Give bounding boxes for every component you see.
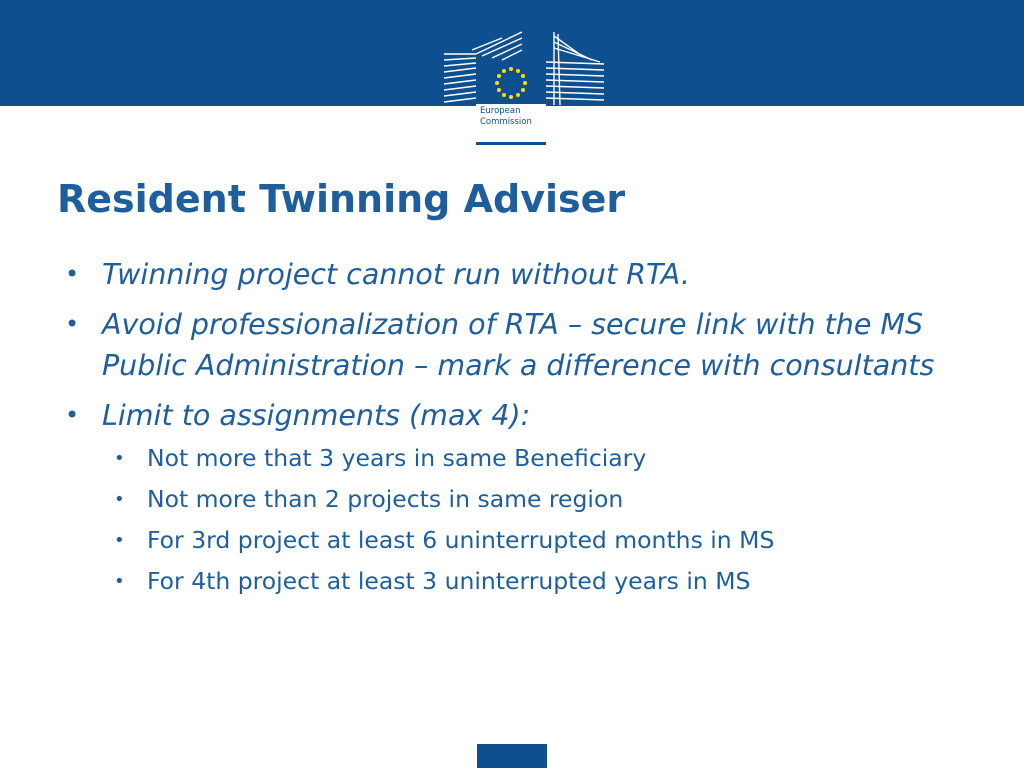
footer-flag-tab — [477, 744, 547, 768]
eu-flag-icon — [476, 62, 546, 104]
sub-bullet-item — [62, 520, 962, 561]
sub-bullet-dot-icon: • — [114, 530, 125, 551]
bullet-item — [62, 304, 962, 386]
bullet-text: Twinning project cannot run without RTA. — [102, 258, 690, 291]
bullet-dot-icon: • — [65, 401, 80, 429]
sub-bullet-dot-icon: • — [114, 571, 125, 592]
bullet-item — [62, 395, 962, 436]
bullet-text: Avoid professionalization of RTA – secure link with the MS Public Administration – mark a difference with consultants — [102, 308, 935, 382]
bullet-dot-icon: • — [65, 260, 80, 288]
logo-line-2: Commission — [480, 117, 532, 127]
bullet-list — [62, 254, 962, 602]
sub-bullet-dot-icon: • — [114, 448, 125, 469]
sub-bullet-item — [62, 561, 962, 602]
sub-bullet-item — [62, 479, 962, 520]
slide-title: Resident Twinning Adviser — [57, 177, 626, 221]
logo-wordmark — [480, 106, 544, 128]
bullet-text: Limit to assignments (max 4): — [102, 399, 531, 432]
sub-bullet-text: Not more that 3 years in same Beneficiary — [147, 444, 647, 472]
sub-bullet-text: Not more than 2 projects in same region — [147, 485, 624, 513]
logo-emblem-box — [476, 62, 546, 145]
sub-bullet-text: For 3rd project at least 6 uninterrupted months in MS — [147, 526, 775, 554]
european-commission-logo — [442, 30, 606, 142]
sub-bullet-item — [62, 438, 962, 479]
sub-bullet-list — [62, 438, 962, 602]
sub-bullet-text: For 4th project at least 3 uninterrupted years in MS — [147, 567, 751, 595]
sub-bullet-dot-icon: • — [114, 489, 125, 510]
bullet-dot-icon: • — [65, 310, 80, 338]
bullet-item — [62, 254, 962, 295]
logo-line-1: European — [480, 106, 521, 116]
